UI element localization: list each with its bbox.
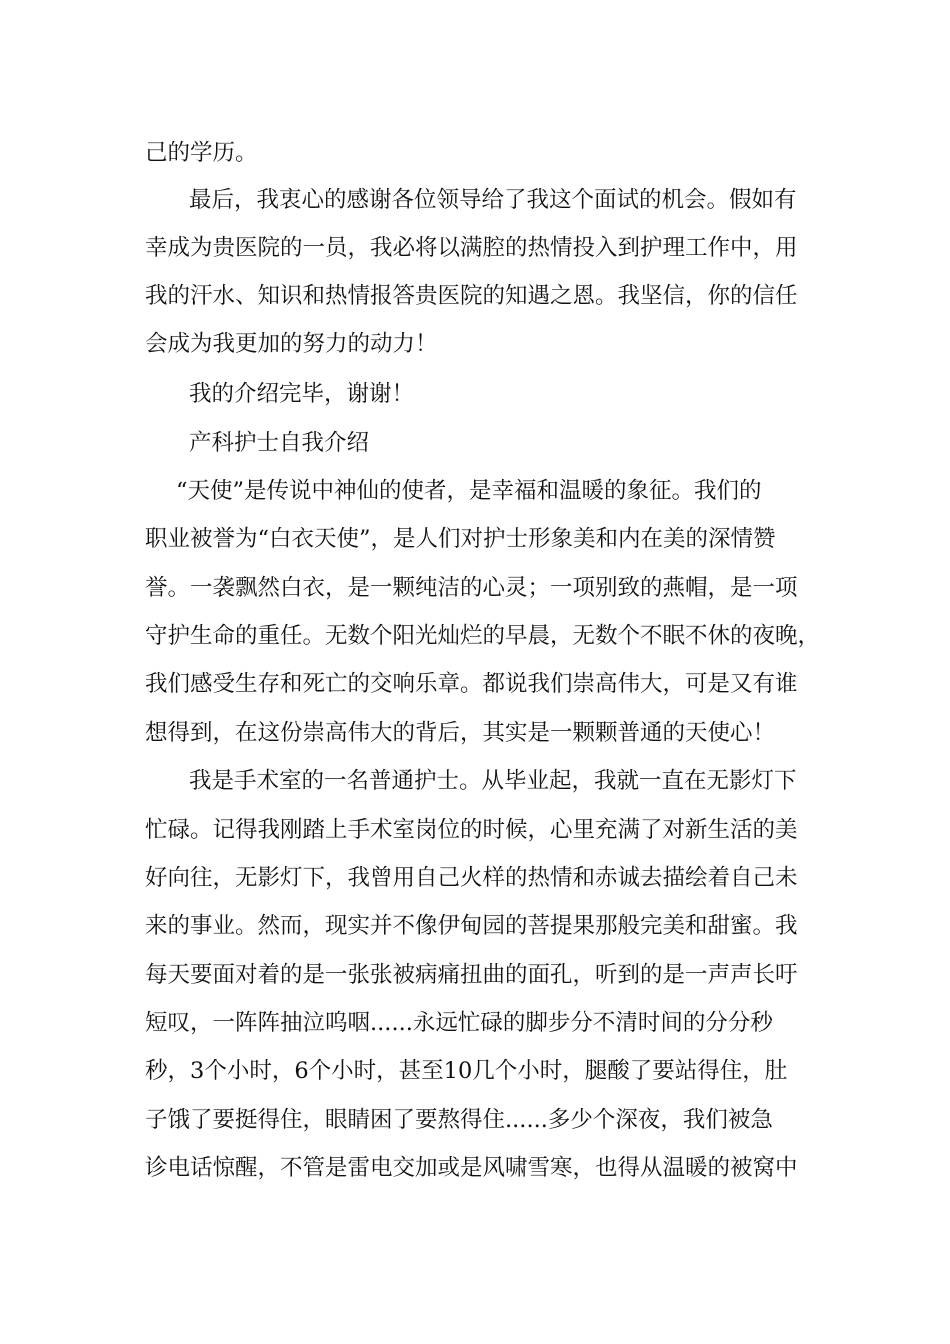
paragraph-first-line: 我是手术室的一名普通护士。从毕业起，我就一直在无影灯下 — [189, 768, 797, 794]
text-line: 职业被誉为“白衣天使”，是人们对护士形象美和内在美的深情赞 — [145, 526, 776, 552]
text-line: 诊电话惊醒，不管是雷电交加或是风啸雪寒，也得从温暖的被窝中 — [145, 1155, 798, 1181]
text-line: 会成为我更加的努力的动力！ — [145, 331, 438, 357]
text-line: 忙碌。记得我刚踏上手术室岗位的时候，心里充满了对新生活的美 — [145, 817, 798, 843]
text-line: 誉。一袭飘然白衣，是一颗纯洁的心灵；一项别致的燕帽，是一项 — [145, 575, 798, 601]
paragraph-first-line: 我的介绍完毕，谢谢！ — [189, 381, 415, 407]
text-line: 我们感受生存和死亡的交响乐章。都说我们崇高伟大，可是又有谁 — [145, 671, 798, 697]
text-line: 每天要面对着的是一张张被病痛扭曲的面孔，听到的是一声声长吁 — [145, 962, 798, 988]
text-line: 我的汗水、知识和热情报答贵医院的知遇之恩。我坚信，你的信任 — [145, 283, 798, 309]
text-line: 己的学历。 — [145, 140, 258, 166]
text-line: 秒，3个小时，6个小时，甚至10几个小时，腿酸了要站得住，肚 — [145, 1058, 788, 1084]
section-heading: 产科护士自我介绍 — [189, 430, 370, 456]
text-line: 守护生命的重任。无数个阳光灿烂的早晨，无数个不眠不休的夜晚， — [145, 623, 821, 649]
text-line: 子饿了要挺得住，眼睛困了要熬得住......多少个深夜，我们被急 — [145, 1107, 773, 1133]
text-line: 想得到，在这份崇高伟大的背后，其实是一颗颗普通的天使心！ — [145, 720, 776, 746]
text-line: 幸成为贵医院的一员，我必将以满腔的热情投入到护理工作中，用 — [145, 235, 798, 261]
paragraph-first-line: “天使”是传说中神仙的使者，是幸福和温暖的象征。我们的 — [176, 478, 762, 504]
text-line: 好向往，无影灯下，我曾用自己火样的热情和赤诚去描绘着自己未 — [145, 865, 798, 891]
text-line: 来的事业。然而，现实并不像伊甸园的菩提果那般完美和甜蜜。我 — [145, 913, 798, 939]
paragraph-first-line: 最后，我衷心的感谢各位领导给了我这个面试的机会。假如有 — [189, 187, 797, 213]
text-line: 短叹，一阵阵抽泣呜咽......永远忙碌的脚步分不清时间的分分秒 — [145, 1010, 773, 1036]
